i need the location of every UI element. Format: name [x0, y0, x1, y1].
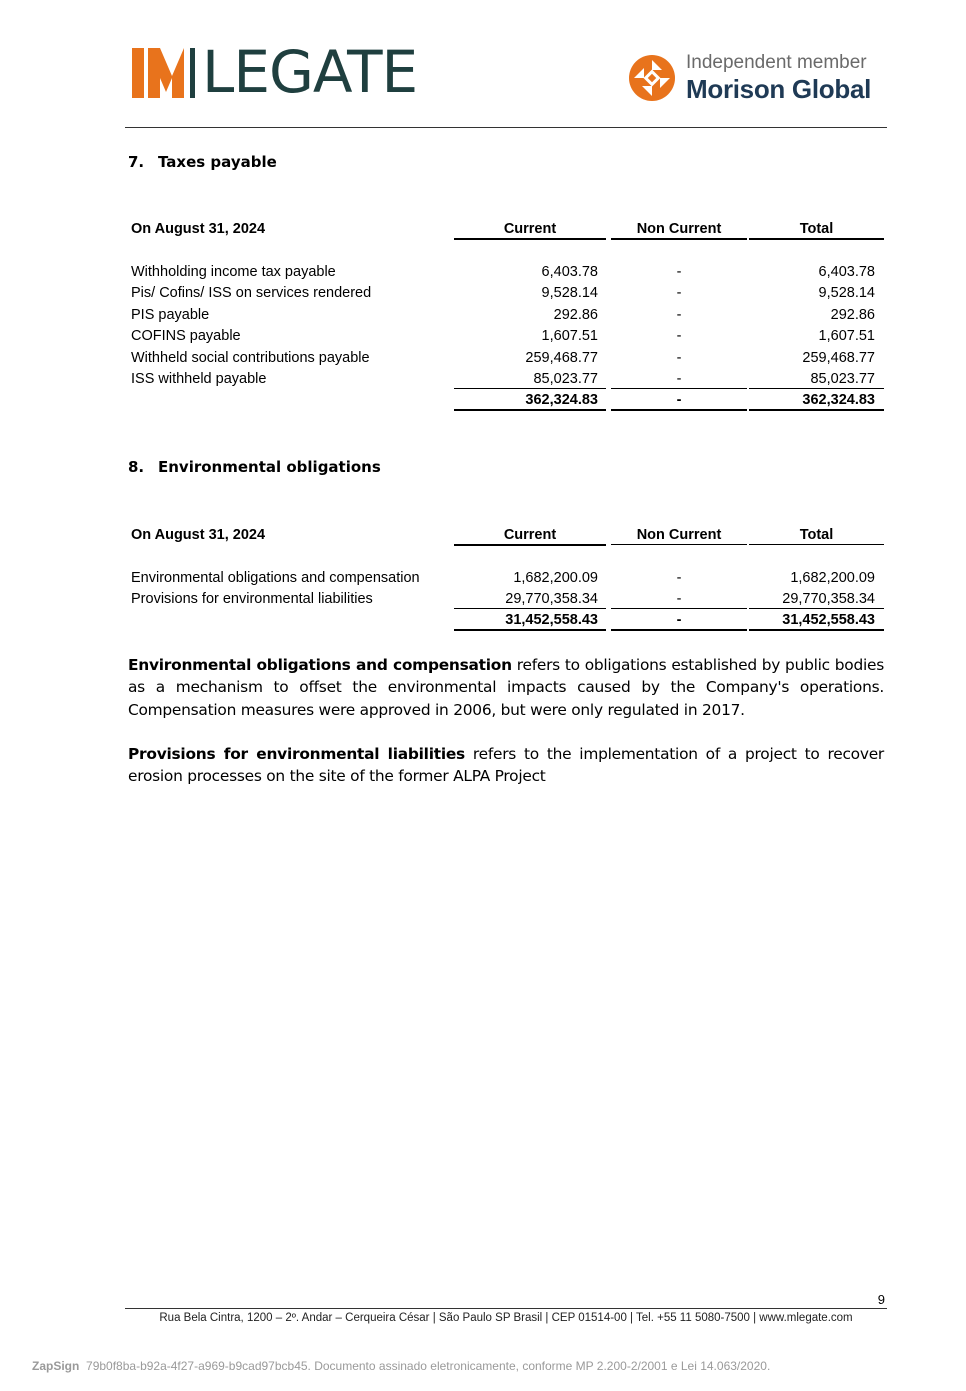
table-row: Environmental obligations and compensation 1,682,200.09 - 1,682,200.09: [131, 570, 875, 586]
column-header-current: Current: [503, 221, 557, 237]
header-divider: [125, 127, 887, 128]
environmental-obligations-paragraph: [128, 654, 884, 721]
table-row: PIS payable 292.86 - 292.86: [131, 307, 875, 323]
column-header-non-current: Non Current: [636, 527, 722, 543]
total-underline: [454, 629, 606, 631]
date-label: On August 31, 2024: [131, 527, 266, 543]
date-label: On August 31, 2024: [131, 221, 266, 237]
brand-wordmark: LEGATE: [202, 38, 418, 106]
environmental-provisions-paragraph: [128, 743, 884, 788]
subtotal-rule: [611, 388, 747, 389]
subtotal-rule: [454, 608, 606, 609]
column-header-total: Total: [799, 527, 834, 543]
table-row: Withheld social contributions payable 259,468.77 - 259,468.77: [131, 350, 875, 366]
footer-address: Rua Bela Cintra, 1200 – 2º. Andar – Cerqueira César | São Paulo SP Brasil | CEP 01514-00 | Tel. +55 11 5080-7500 | www.mlegate.com: [159, 1312, 853, 1324]
subtotal-rule: [611, 608, 747, 609]
header-underline: [454, 544, 606, 546]
independent-member-label: Independent member: [686, 52, 867, 73]
total-row: 31,452,558.43 - 31,452,558.43: [505, 612, 875, 628]
mlegate-m-mark-icon: [132, 46, 196, 98]
paragraph-term: Provisions for environmental liabilities: [128, 745, 465, 763]
taxes-payable-table: [131, 221, 884, 411]
table-row: COFINS payable 1,607.51 - 1,607.51: [131, 328, 875, 344]
total-underline: [454, 409, 606, 411]
total-row: 362,324.83 - 362,324.83: [525, 392, 875, 408]
column-header-total: Total: [799, 221, 834, 237]
paragraph-term: Environmental obligations and compensation: [128, 656, 512, 674]
total-underline: [611, 629, 747, 631]
table-row: ISS withheld payable 85,023.77 - 85,023.77: [131, 371, 875, 387]
section-8-heading: [128, 458, 381, 476]
header-underline: [611, 238, 747, 240]
header-underline: [611, 544, 747, 545]
section-8-title: Environmental obligations: [158, 458, 381, 476]
paragraph-text: refers to the implementation of a project to recover erosion processes on the site of the former ALPA Project: [128, 745, 884, 786]
mlegate-logo: [132, 38, 418, 106]
column-header-current: Current: [503, 527, 557, 543]
zapsign-signature-note: [32, 1359, 770, 1373]
zapsign-text: 79b0f8ba-b92a-4f27-a969-b9cad97bcb45. Documento assinado eletronicamente, conforme MP 2.200-2/2001 e Lei 14.063/2020.: [86, 1359, 771, 1373]
total-underline: [749, 409, 884, 411]
subtotal-rule: [749, 388, 884, 389]
total-underline: [611, 409, 747, 411]
zapsign-brand: ZapSign: [32, 1359, 80, 1373]
total-underline: [749, 629, 884, 631]
paragraph-text: refers to obligations established by public bodies as a mechanism to offset the environmental impacts caused by the Company's operations. Compensation measures were approved in 2006, but were only regulated in 2017.: [128, 656, 884, 719]
table-row: Withholding income tax payable 6,403.78 - 6,403.78: [131, 264, 875, 280]
page-number: 9: [877, 1292, 885, 1307]
subtotal-rule: [749, 608, 884, 609]
table-row: Provisions for environmental liabilities 29,770,358.34 - 29,770,358.34: [131, 591, 875, 607]
environmental-obligations-table: [131, 527, 884, 631]
table-row: Pis/ Cofins/ ISS on services rendered 9,528.14 - 9,528.14: [131, 285, 875, 301]
section-7-title: Taxes payable: [158, 153, 277, 171]
subtotal-rule: [454, 388, 606, 389]
section-7-number: 7.: [128, 153, 145, 171]
morison-emblem-icon: [628, 54, 676, 102]
header-underline: [454, 238, 606, 240]
header-underline: [749, 238, 884, 240]
morison-global-logo: [628, 52, 888, 106]
header-underline: [749, 544, 884, 545]
section-7-heading: [128, 153, 277, 171]
footer-divider: [125, 1308, 887, 1309]
morison-global-label: Morison Global: [686, 74, 872, 104]
column-header-non-current: Non Current: [636, 221, 722, 237]
section-8-number: 8.: [128, 458, 145, 476]
